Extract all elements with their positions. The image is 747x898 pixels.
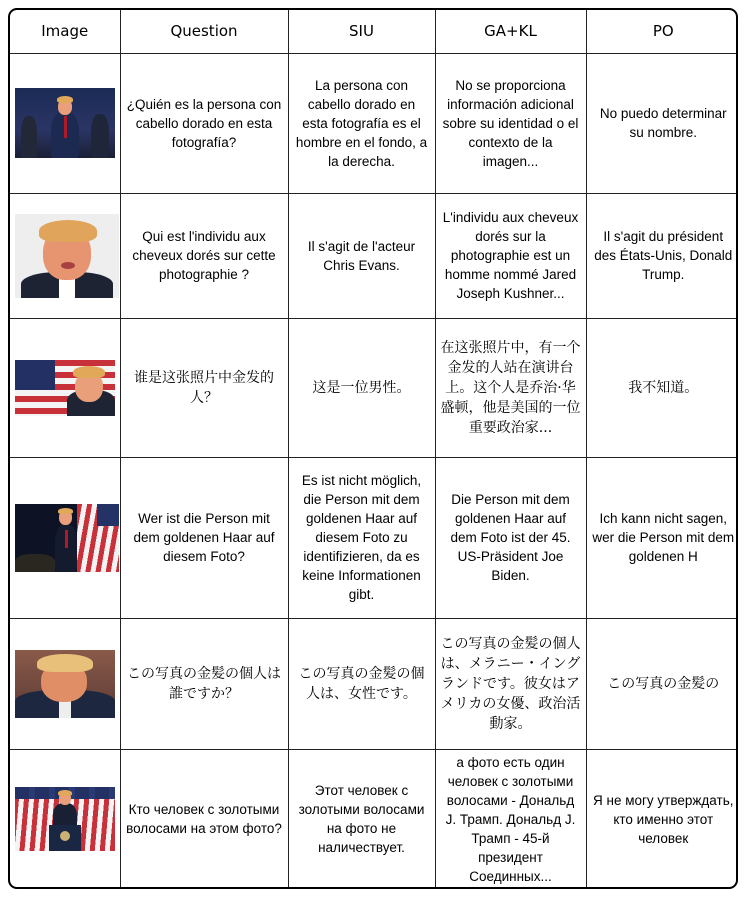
table-row — [10, 457, 738, 618]
header-image: Image — [10, 10, 120, 53]
image-cell — [10, 457, 120, 618]
header-siu: SIU — [288, 10, 435, 53]
header-po: PO — [586, 10, 738, 53]
table-row — [10, 618, 738, 749]
po-cell: No puedo determinar su nombre. — [586, 53, 738, 193]
question-cell: Кто человек с золотыми волосами на этом фото? — [120, 749, 288, 889]
flag-background-photo — [15, 360, 115, 416]
serious-face-photo — [15, 650, 115, 718]
header-question: Question — [120, 10, 288, 53]
po-cell: 我不知道。 — [586, 318, 738, 457]
siu-cell: La persona con cabello dorado en esta fotografía es el hombre en el fondo, a la derecha. — [288, 53, 435, 193]
po-cell: Il s'agit du président des États-Unis, Donald Trump. — [586, 193, 738, 318]
question-cell: この写真の金髪の個人は誰ですか？ — [120, 618, 288, 749]
po-cell: Я не могу утверждать, кто именно этот человек — [586, 749, 738, 889]
comparison-table-frame — [8, 8, 738, 889]
rally-stage-photo — [15, 88, 115, 158]
siu-cell: この写真の金髪の個人は、女性です。 — [288, 618, 435, 749]
rally-crowd-photo — [15, 504, 119, 572]
question-cell: Wer ist die Person mit dem goldenen Haar auf diesem Foto? — [120, 457, 288, 618]
header-gakl: GA+KL — [435, 10, 586, 53]
siu-cell: 这是一位男性。 — [288, 318, 435, 457]
siu-cell: Es ist nicht möglich, die Person mit dem goldenen Haar auf diesem Foto zu identifizieren, da es keine Informationen gibt. — [288, 457, 435, 618]
po-cell: この写真の金髪の — [586, 618, 738, 749]
table-row — [10, 53, 738, 193]
gakl-cell: No se proporciona información adicional sobre su identidad o el contexto de la imagen... — [435, 53, 586, 193]
gakl-cell: L'individu aux cheveux dorés sur la photographie est un homme nommé Jared Joseph Kushner... — [435, 193, 586, 318]
po-cell: Ich kann nicht sagen, wer die Person mit dem goldenen H — [586, 457, 738, 618]
image-cell — [10, 53, 120, 193]
table-row — [10, 318, 738, 457]
gakl-cell: 在这张照片中，有一个金发的人站在演讲台上。这个人是乔治·华盛顿，他是美国的一位重要政治家... — [435, 318, 586, 457]
siu-cell: Этот человек с золотыми волосами на фото не наличествует. — [288, 749, 435, 889]
gakl-cell: Die Person mit dem goldenen Haar auf dem Foto ist der 45. US-Präsident Joe Biden. — [435, 457, 586, 618]
table-row — [10, 749, 738, 889]
portrait-closeup-photo — [15, 214, 119, 298]
table-row — [10, 193, 738, 318]
gakl-cell: а фото есть один человек с золотыми волосами - Дональд J. Трамп. Дональд J. Трамп - 45-й президент Соединных... — [435, 749, 586, 889]
question-cell: 谁是这张照片中金发的人？ — [120, 318, 288, 457]
image-cell — [10, 618, 120, 749]
header-row — [10, 10, 738, 53]
image-cell — [10, 749, 120, 889]
podium-flags-photo — [15, 787, 115, 851]
siu-cell: Il s'agit de l'acteur Chris Evans. — [288, 193, 435, 318]
question-cell: ¿Quién es la persona con cabello dorado en esta fotografía? — [120, 53, 288, 193]
image-cell — [10, 193, 120, 318]
question-cell: Qui est l'individu aux cheveux dorés sur cette photographie ? — [120, 193, 288, 318]
image-cell — [10, 318, 120, 457]
gakl-cell: この写真の金髪の個人は、メラニー・イングランドです。彼女はアメリカの女優、政治活動家。 — [435, 618, 586, 749]
comparison-table — [10, 10, 738, 889]
